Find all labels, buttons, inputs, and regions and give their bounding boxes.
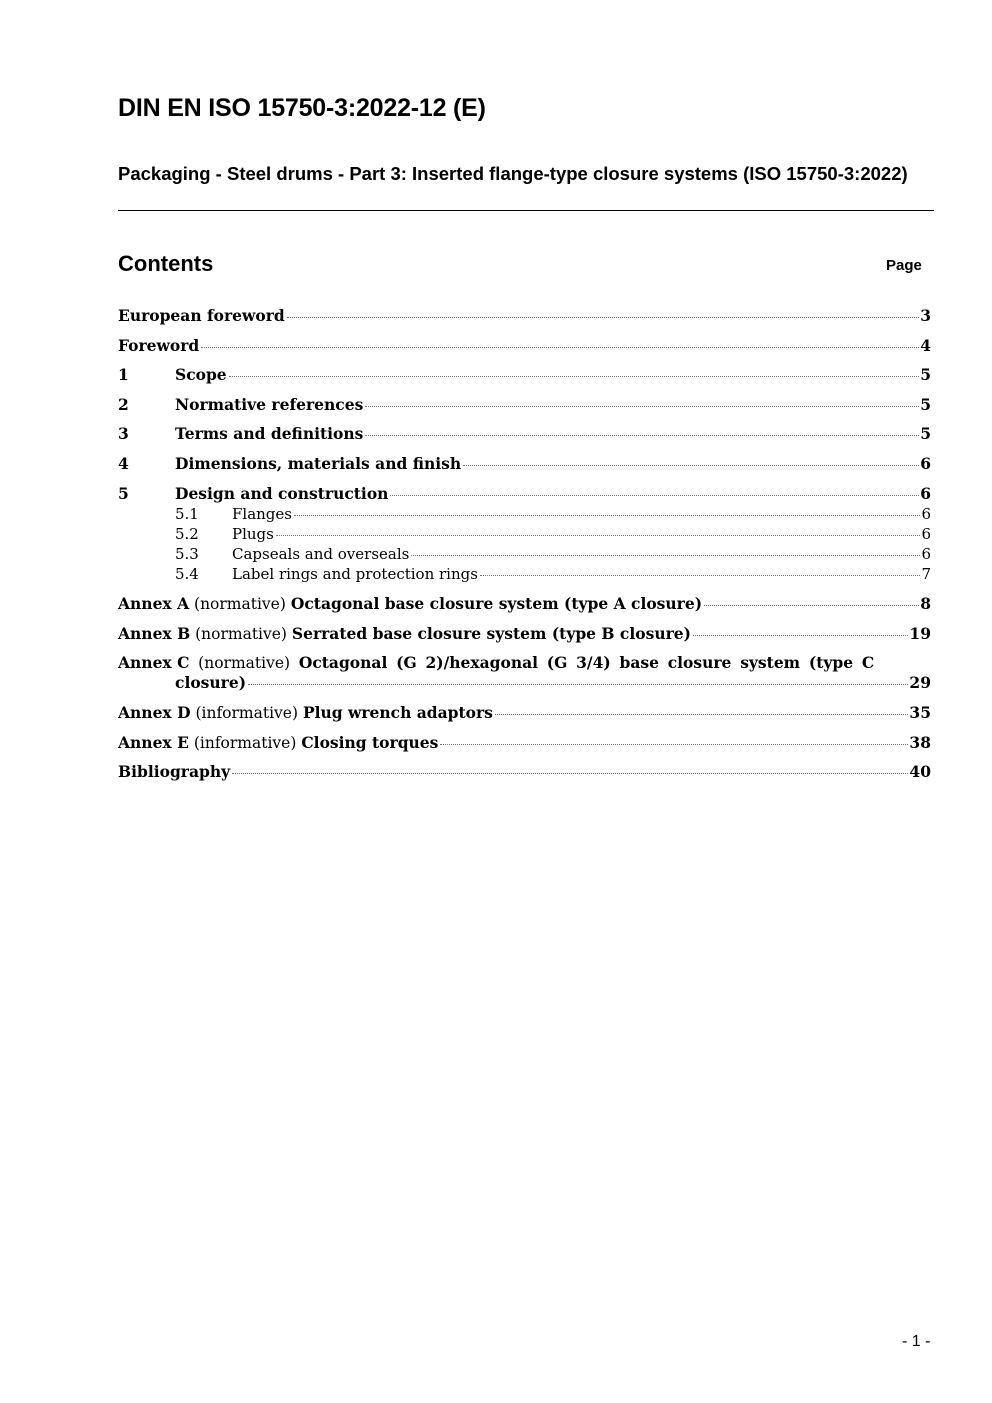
toc-entry-page: 6 xyxy=(921,505,931,523)
toc-entry-annex-e[interactable] xyxy=(118,733,931,753)
toc-entry-page: 7 xyxy=(921,565,931,583)
toc-entry-flanges[interactable] xyxy=(118,505,931,524)
dot-leader xyxy=(463,465,919,466)
toc-entry-title: Design and construction xyxy=(175,484,389,503)
toc-entry-european-foreword[interactable] xyxy=(118,306,931,325)
toc-entry-number: 2 xyxy=(118,395,129,414)
toc-entry-terms-and-definitions[interactable] xyxy=(118,424,931,443)
annex-c-line-2 xyxy=(118,673,931,693)
toc-entry-annex-c[interactable] xyxy=(118,653,931,693)
dot-leader xyxy=(232,773,908,774)
toc-entry-title: Closing torques xyxy=(301,733,439,752)
dot-leader xyxy=(365,406,919,407)
toc-entry-title: Foreword xyxy=(118,336,200,355)
toc-entry-capseals[interactable] xyxy=(118,545,931,564)
annex-c-word: (G xyxy=(396,653,417,672)
toc-entry-annex-d[interactable] xyxy=(118,703,931,723)
annex-c-word: closure xyxy=(667,653,732,672)
toc-entry-foreword[interactable] xyxy=(118,336,931,355)
toc-entry-title: Plug wrench adaptors xyxy=(302,703,493,722)
toc-entry-number: 5.4 xyxy=(175,565,199,583)
toc-entry-title: Scope xyxy=(175,365,227,384)
dot-leader xyxy=(440,744,908,745)
dot-leader xyxy=(287,317,919,318)
dot-leader xyxy=(229,376,920,377)
dot-leader xyxy=(693,635,908,636)
toc-entry-title: Plugs xyxy=(232,525,274,543)
annex-type: (normative) xyxy=(195,625,287,643)
toc-entry-number: 4 xyxy=(118,454,129,473)
toc-entry-page: 8 xyxy=(920,594,931,613)
annex-type: (informative) xyxy=(195,704,299,722)
annex-c-word: (type xyxy=(808,653,854,672)
annex-c-line-1 xyxy=(118,653,931,673)
dot-leader xyxy=(480,575,921,576)
toc-entry-design-and-construction[interactable] xyxy=(118,484,931,503)
annex-label: Annex C xyxy=(118,653,190,672)
toc-entry-number: 3 xyxy=(118,424,129,443)
annex-label: Annex A xyxy=(118,594,190,613)
toc-entry-page: 6 xyxy=(920,484,931,503)
toc-entry-title: Capseals and overseals xyxy=(232,545,410,563)
toc-entry-normative-references[interactable] xyxy=(118,395,931,414)
toc-entry-number: 5 xyxy=(118,484,129,503)
dot-leader xyxy=(248,684,908,685)
toc-entry-page: 3 xyxy=(920,306,931,325)
toc-entry-dimensions[interactable] xyxy=(118,454,931,473)
toc-entry-title: Dimensions, materials and finish xyxy=(175,454,462,473)
dot-leader xyxy=(365,435,919,436)
toc-entry-page: 6 xyxy=(920,454,931,473)
toc-entry-scope[interactable] xyxy=(118,365,931,384)
contents-heading: Contents xyxy=(118,251,214,276)
toc-entry-page: 4 xyxy=(920,336,931,355)
toc-entry-number: 1 xyxy=(118,365,129,384)
annex-c-word: C xyxy=(861,653,875,672)
dot-leader xyxy=(704,605,919,606)
toc-entry-title: Flanges xyxy=(232,505,292,523)
toc-entry-number: 5.1 xyxy=(175,505,199,523)
document-title: DIN EN ISO 15750-3:2022-12 (E) xyxy=(118,94,486,122)
dot-leader xyxy=(390,495,919,496)
toc-entry-page: 29 xyxy=(909,673,931,692)
footer-page-number: - 1 - xyxy=(902,1333,931,1350)
dot-leader xyxy=(411,555,920,556)
annex-c-word: 3/4) xyxy=(576,653,611,672)
annex-c-word: system xyxy=(740,653,801,672)
toc-entry-title: Normative references xyxy=(175,395,364,414)
toc-entry-page: 38 xyxy=(909,733,931,752)
annex-c-word: (G xyxy=(546,653,568,672)
annex-type: (normative) xyxy=(198,654,291,672)
toc-entry-title: Serrated base closure system (type B closure) xyxy=(291,624,691,643)
page-column-label: Page xyxy=(886,257,922,274)
toc-entry-page: 40 xyxy=(909,762,931,781)
toc-entry-page: 5 xyxy=(920,395,931,414)
toc-entry-page: 5 xyxy=(920,365,931,384)
toc-entry-page: 19 xyxy=(909,624,931,643)
toc-entry-title: Bibliography xyxy=(118,762,231,781)
annex-label: Annex D xyxy=(118,703,191,722)
toc-entry-title: European foreword xyxy=(118,306,285,325)
toc-entry-annex-a[interactable] xyxy=(118,594,931,614)
toc-entry-page: 6 xyxy=(921,545,931,563)
toc-entry-annex-b[interactable] xyxy=(118,624,931,644)
title-divider xyxy=(118,210,934,211)
toc-entry-page: 6 xyxy=(921,525,931,543)
dot-leader xyxy=(495,714,909,715)
toc-entry-plugs[interactable] xyxy=(118,525,931,544)
toc-entry-number: 5.2 xyxy=(175,525,199,543)
toc-entry-page: 35 xyxy=(909,703,931,722)
annex-c-word: Octagonal xyxy=(298,653,388,672)
annex-label: Annex E xyxy=(118,733,189,752)
toc-entry-page: 5 xyxy=(920,424,931,443)
toc-entry-title: closure) xyxy=(175,673,247,692)
toc-entry-bibliography[interactable] xyxy=(118,762,931,781)
toc-entry-number: 5.3 xyxy=(175,545,199,563)
toc-entry-title: Label rings and protection rings xyxy=(232,565,478,583)
annex-label: Annex B xyxy=(118,624,191,643)
dot-leader xyxy=(294,515,920,516)
toc-entry-title: Terms and definitions xyxy=(175,424,364,443)
dot-leader xyxy=(201,347,919,348)
dot-leader xyxy=(276,535,921,536)
toc-entry-title: Octagonal base closure system (type A closure) xyxy=(290,594,703,613)
annex-c-word: base xyxy=(619,653,659,672)
toc-entry-label-rings[interactable] xyxy=(118,565,931,584)
document-subtitle: Packaging - Steel drums - Part 3: Inserted flange-type closure systems (ISO 15750-3:2022) xyxy=(118,163,908,184)
annex-c-word: 2)/hexagonal xyxy=(425,653,539,672)
annex-type: (informative) xyxy=(193,734,297,752)
annex-type: (normative) xyxy=(194,595,286,613)
